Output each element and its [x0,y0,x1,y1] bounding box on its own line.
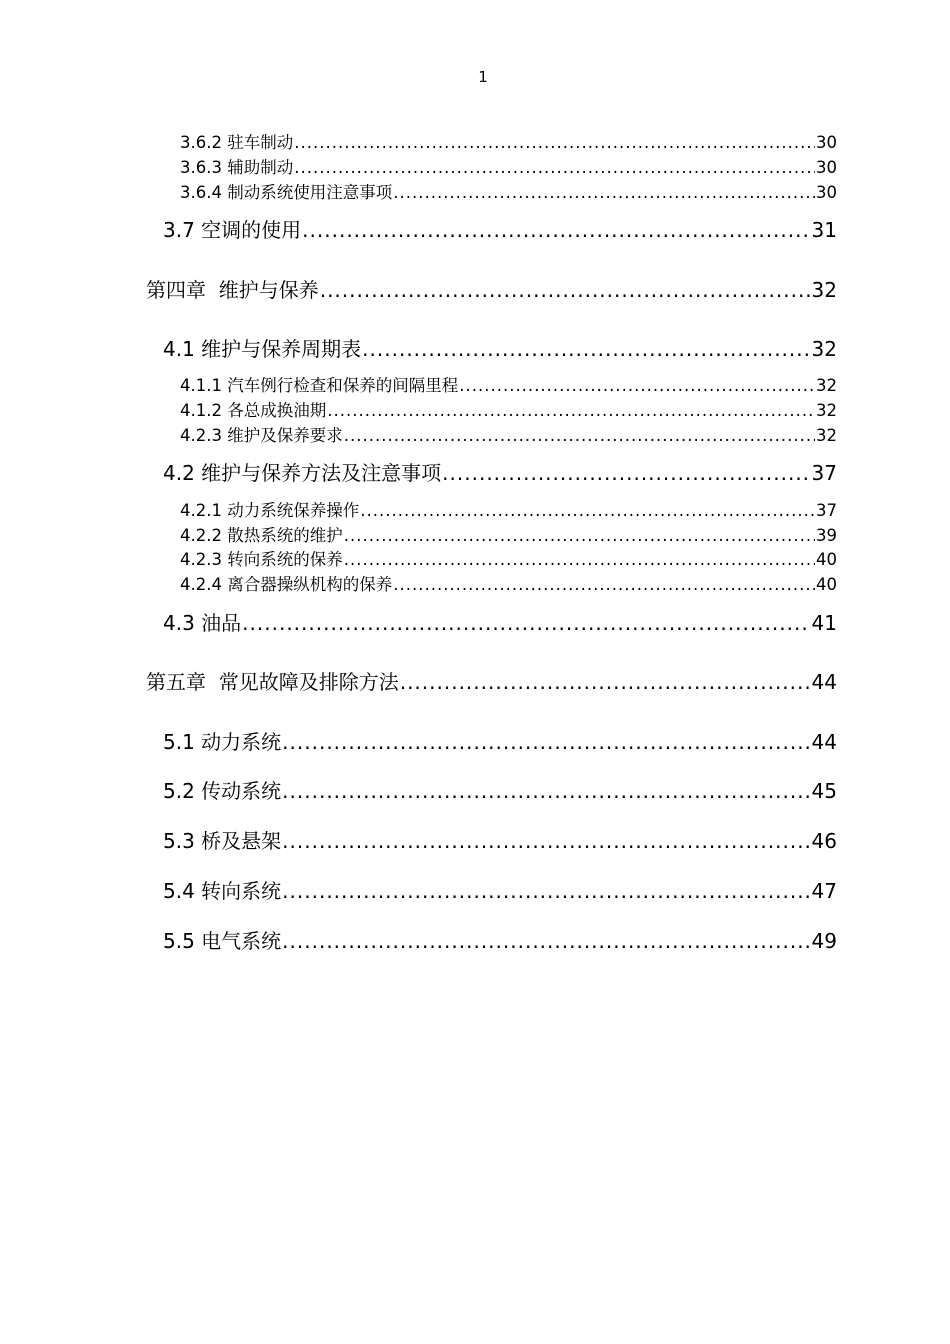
toc-entry-page: 32 [811,278,837,302]
toc-entry-title: 第五章 常见故障及排除方法 [146,670,399,694]
toc-leader-dots [344,425,815,447]
toc-entry-title: 4.2.3 维护及保养要求 [180,426,343,445]
toc-entry-page: 40 [816,550,837,569]
toc-entry-title: 5.5 电气系统 [163,929,282,953]
toc-leader-dots [282,729,810,755]
toc-entry-title: 第四章 维护与保养 [146,278,319,302]
toc-entry[interactable] [180,549,837,571]
toc-leader-dots [400,669,811,695]
toc-leader-dots [393,182,815,204]
toc-entry-page: 30 [816,183,837,202]
toc-entry-page: 39 [816,526,837,545]
toc-leader-dots [393,574,815,596]
toc-entry-title: 4.2.1 动力系统保养操作 [180,501,360,520]
toc-entry-page: 46 [811,829,837,853]
toc-entry-title: 3.6.3 辅助制动 [180,158,294,177]
toc-leader-dots [294,132,815,154]
toc-entry-title: 3.6.2 驻车制动 [180,133,294,152]
toc-entry-title: 3.6.4 制动系统使用注意事项 [180,183,393,202]
toc-entry[interactable] [163,336,837,362]
toc-entry-title: 4.2.4 离合器操纵机构的保养 [180,575,393,594]
toc-entry-page: 49 [811,929,837,953]
toc-entry[interactable] [180,425,837,447]
toc-entry-page: 37 [816,501,837,520]
toc-entry[interactable] [163,928,837,954]
toc-entry[interactable] [180,500,837,522]
toc-entry-title: 4.2 维护与保养方法及注意事项 [163,461,442,485]
toc-entry-title: 4.1 维护与保养周期表 [163,337,362,361]
toc-entry-title: 4.1.2 各总成换油期 [180,401,327,420]
toc-chapter-entry[interactable] [146,669,837,695]
toc-entry[interactable] [163,460,837,486]
toc-entry-page: 41 [811,611,837,635]
toc-entry[interactable] [163,217,837,243]
toc-entry-page: 45 [811,779,837,803]
toc-entry-page: 32 [816,401,837,420]
toc-entry-page: 32 [811,337,837,361]
page-number: 1 [478,68,488,86]
toc-leader-dots [302,217,810,243]
toc-entry-title: 5.2 传动系统 [163,779,282,803]
toc-leader-dots [294,157,815,179]
toc-leader-dots [344,525,815,547]
toc-leader-dots [360,500,815,522]
toc-entry[interactable] [180,182,837,204]
toc-entry[interactable] [163,729,837,755]
toc-entry[interactable] [180,375,837,397]
toc-leader-dots [459,375,815,397]
toc-entry-page: 31 [811,218,837,242]
toc-leader-dots [282,828,810,854]
toc-entry-title: 3.7 空调的使用 [163,218,302,242]
toc-leader-dots [442,460,810,486]
toc-entry-title: 4.3 油品 [163,611,242,635]
toc-entry-page: 32 [816,426,837,445]
toc-entry-title: 4.2.3 转向系统的保养 [180,550,343,569]
toc-entry-title: 5.3 桥及悬架 [163,829,282,853]
toc-leader-dots [362,336,810,362]
toc-entry-page: 37 [811,461,837,485]
toc-entry[interactable] [163,828,837,854]
toc-entry[interactable] [180,525,837,547]
toc-entry[interactable] [180,574,837,596]
toc-chapter-entry[interactable] [146,277,837,303]
toc-leader-dots [282,928,810,954]
toc-entry-page: 44 [811,670,837,694]
toc-leader-dots [320,277,811,303]
toc-leader-dots [344,549,815,571]
toc-entry-page: 32 [816,376,837,395]
toc-leader-dots [282,878,810,904]
toc-entry[interactable] [163,778,837,804]
toc-entry-page: 47 [811,879,837,903]
toc-entry[interactable] [180,157,837,179]
toc-entry[interactable] [163,610,837,636]
toc-leader-dots [327,400,815,422]
toc-entry-title: 5.1 动力系统 [163,730,282,754]
toc-entry-title: 5.4 转向系统 [163,879,282,903]
toc-entry[interactable] [180,132,837,154]
toc-entry[interactable] [163,878,837,904]
toc-leader-dots [242,610,810,636]
toc-entry-page: 44 [811,730,837,754]
toc-entry-page: 40 [816,575,837,594]
toc-entry-title: 4.1.1 汽车例行检查和保养的间隔里程 [180,376,459,395]
toc-entry-page: 30 [816,133,837,152]
toc-leader-dots [282,778,810,804]
toc-entry-title: 4.2.2 散热系统的维护 [180,526,343,545]
toc-entry-page: 30 [816,158,837,177]
toc-entry[interactable] [180,400,837,422]
